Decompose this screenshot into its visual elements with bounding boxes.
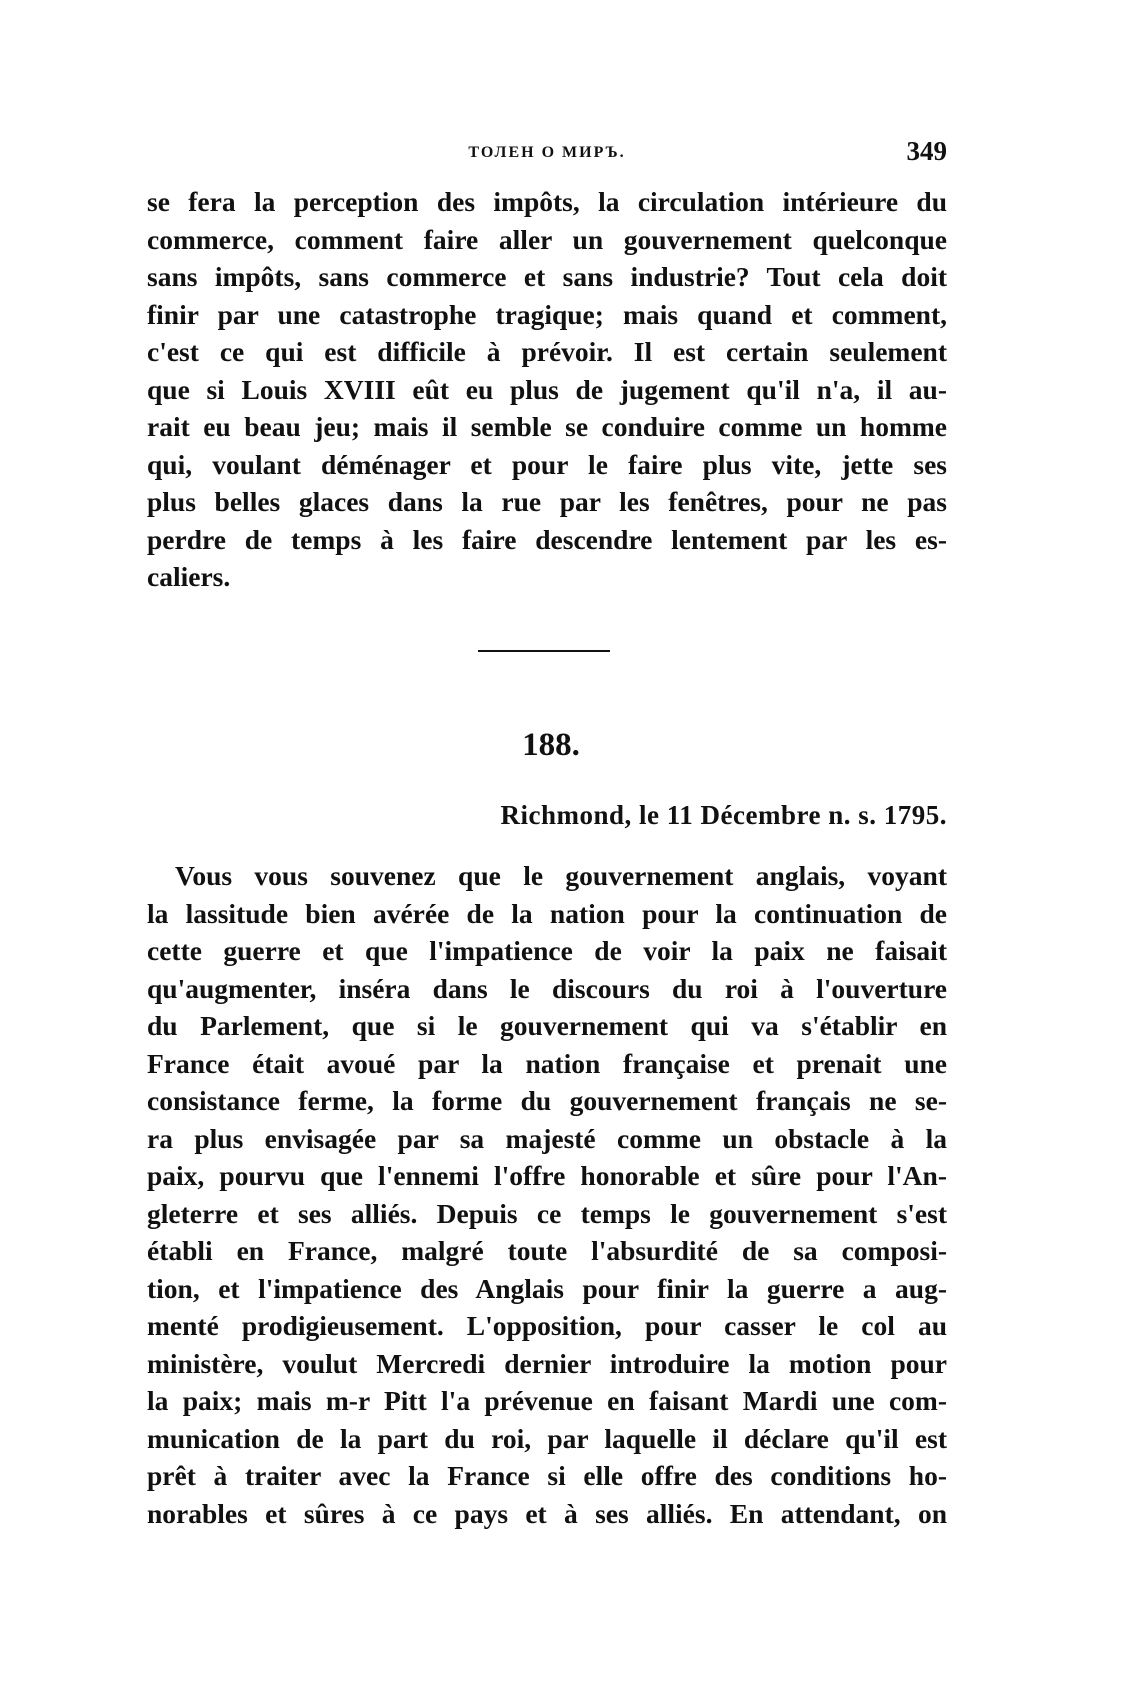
letter-dateline: Richmond, le 11 Décembre n. s. 1795. — [500, 800, 947, 830]
text-line: sans impôts, sans commerce et sans industrie? Tout cela doit — [147, 261, 947, 292]
text-line: ministère, voulut Mercredi dernier introduire la motion pour — [147, 1347, 947, 1379]
text-line: tion, et l'impatience des Anglais pour finir la guerre a aug- — [147, 1272, 947, 1304]
continued-paragraph — [147, 183, 947, 596]
text-line: qu'augmenter, inséra dans le discours du roi à l'ouverture — [147, 972, 947, 1004]
text-line: commerce, comment faire aller un gouvernement quelconque — [147, 223, 947, 255]
page-number: 349 — [906, 136, 947, 166]
text-line: caliers. — [147, 561, 231, 592]
text-line: France était avoué par la nation française et prenait une — [147, 1047, 947, 1079]
text-line: qui, voulant déménager et pour le faire plus vite, jette ses — [147, 448, 947, 480]
letter-paragraph — [147, 857, 947, 1532]
text-line: prêt à traiter avec la France si elle offre des conditions ho- — [147, 1460, 947, 1491]
text-line: gleterre et ses alliés. Depuis ce temps le gouvernement s'est — [147, 1197, 947, 1229]
text-line: paix, pourvu que l'ennemi l'offre honorable et sûre pour l'An- — [147, 1160, 947, 1191]
text-line: cette guerre et que l'impatience de voir la paix ne faisait — [147, 935, 947, 966]
text-line: plus belles glaces dans la rue par les fenêtres, pour ne pas — [147, 486, 947, 517]
text-line: que si Louis XVIII eût eu plus de jugement qu'il n'a, il au- — [147, 373, 947, 405]
text-line: menté prodigieusement. L'opposition, pour casser le col au — [147, 1310, 947, 1341]
text-line: c'est ce qui est difficile à prévoir. Il est certain seulement — [147, 336, 947, 367]
text-line: la lassitude bien avérée de la nation pour la continuation de — [147, 897, 947, 929]
text-line: perdre de temps à les faire descendre lentement par les es- — [147, 523, 947, 555]
text-line: se fera la perception des impôts, la circulation intérieure du — [147, 186, 947, 217]
text-line: du Parlement, que si le gouvernement qui va s'établir en — [147, 1010, 947, 1041]
page-header — [147, 130, 947, 170]
text-line: rait eu beau jeu; mais il semble se conduire comme un homme — [147, 411, 947, 442]
text-line: munication de la part du roi, par laquelle il déclare qu'il est — [147, 1422, 947, 1454]
running-head: ТОЛЕН О МИРЪ. — [468, 144, 626, 161]
letter-number: 188. — [522, 727, 580, 763]
text-line: ra plus envisagée par sa majesté comme un obstacle à la — [147, 1122, 947, 1154]
text-line: norables et sûres à ce pays et à ses alliés. En attendant, on — [147, 1497, 947, 1529]
section-divider — [478, 650, 610, 652]
text-line: établi en France, malgré toute l'absurdité de sa composi- — [147, 1235, 947, 1266]
text-line: la paix; mais m-r Pitt l'a prévenue en faisant Mardi une com- — [147, 1385, 947, 1416]
text-line: consistance ferme, la forme du gouvernement français ne se- — [147, 1085, 947, 1116]
text-line: finir par une catastrophe tragique; mais quand et comment, — [147, 298, 947, 330]
text-line: Vous vous souvenez que le gouvernement anglais, voyant — [175, 860, 947, 891]
